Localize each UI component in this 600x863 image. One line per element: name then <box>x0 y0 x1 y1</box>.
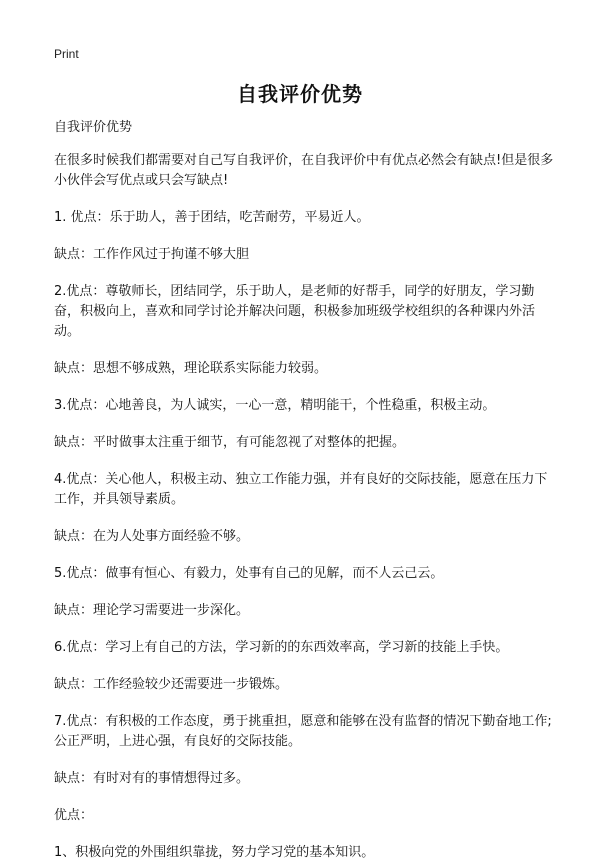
item-5-strength: 5.优点：做事有恒心、有毅力，处事有自己的见解，而不人云己云。 <box>54 566 444 581</box>
item-5-weakness: 缺点：理论学习需要进一步深化。 <box>54 603 250 618</box>
item-2-strength: 2.优点：尊敬师长，团结同学，乐于助人，是老师的好帮手，同学的好朋友，学习勤奋，积极向上，喜欢和同学讨论并解决问题，积极参加班级学校组织的各种课内外活动。 <box>54 284 536 339</box>
item-7-strength: 7.优点：有积极的工作态度，勇于挑重担，愿意和能够在没有监督的情况下勤奋地工作;公正严明，上进心强，有良好的交际技能。 <box>54 714 552 749</box>
item-6-strength: 6.优点：学习上有自己的方法，学习新的的东西效率高，学习新的技能上手快。 <box>54 640 509 655</box>
intro-paragraph: 在很多时候我们都需要对自己写自我评价，在自我评价中有优点必然会有缺点!但是很多小伙伴会写优点或只会写缺点! <box>54 153 554 188</box>
page-title: 自我评价优势 <box>237 82 363 106</box>
item-7-weakness: 缺点：有时对有的事情想得过多。 <box>54 771 250 786</box>
item-1-weakness: 缺点：工作作风过于拘谨不够大胆 <box>54 247 250 262</box>
item-6-weakness: 缺点：工作经验较少还需要进一步锻炼。 <box>54 677 289 692</box>
document-body <box>54 118 554 863</box>
item-3-weakness: 缺点：平时做事太注重于细节，有可能忽视了对整体的把握。 <box>54 435 406 450</box>
strengths-heading: 优点： <box>54 808 94 823</box>
strength-point-1: 1、积极向党的外围组织靠拢，努力学习党的基本知识。 <box>54 845 375 860</box>
item-4-weakness: 缺点：在为人处事方面经验不够。 <box>54 529 250 544</box>
item-4-strength: 4.优点：关心他人，积极主动、独立工作能力强，并有良好的交际技能，愿意在压力下工作，并具领导素质。 <box>54 472 548 507</box>
print-link[interactable]: Print <box>54 47 79 61</box>
item-3-strength: 3.优点：心地善良，为人诚实，一心一意，精明能干，个性稳重，积极主动。 <box>54 398 496 413</box>
item-2-weakness: 缺点：思想不够成熟，理论联系实际能力较弱。 <box>54 361 328 376</box>
subtitle-paragraph: 自我评价优势 <box>54 120 133 135</box>
item-1-strength: 1. 优点：乐于助人，善于团结，吃苦耐劳，平易近人。 <box>54 210 370 225</box>
